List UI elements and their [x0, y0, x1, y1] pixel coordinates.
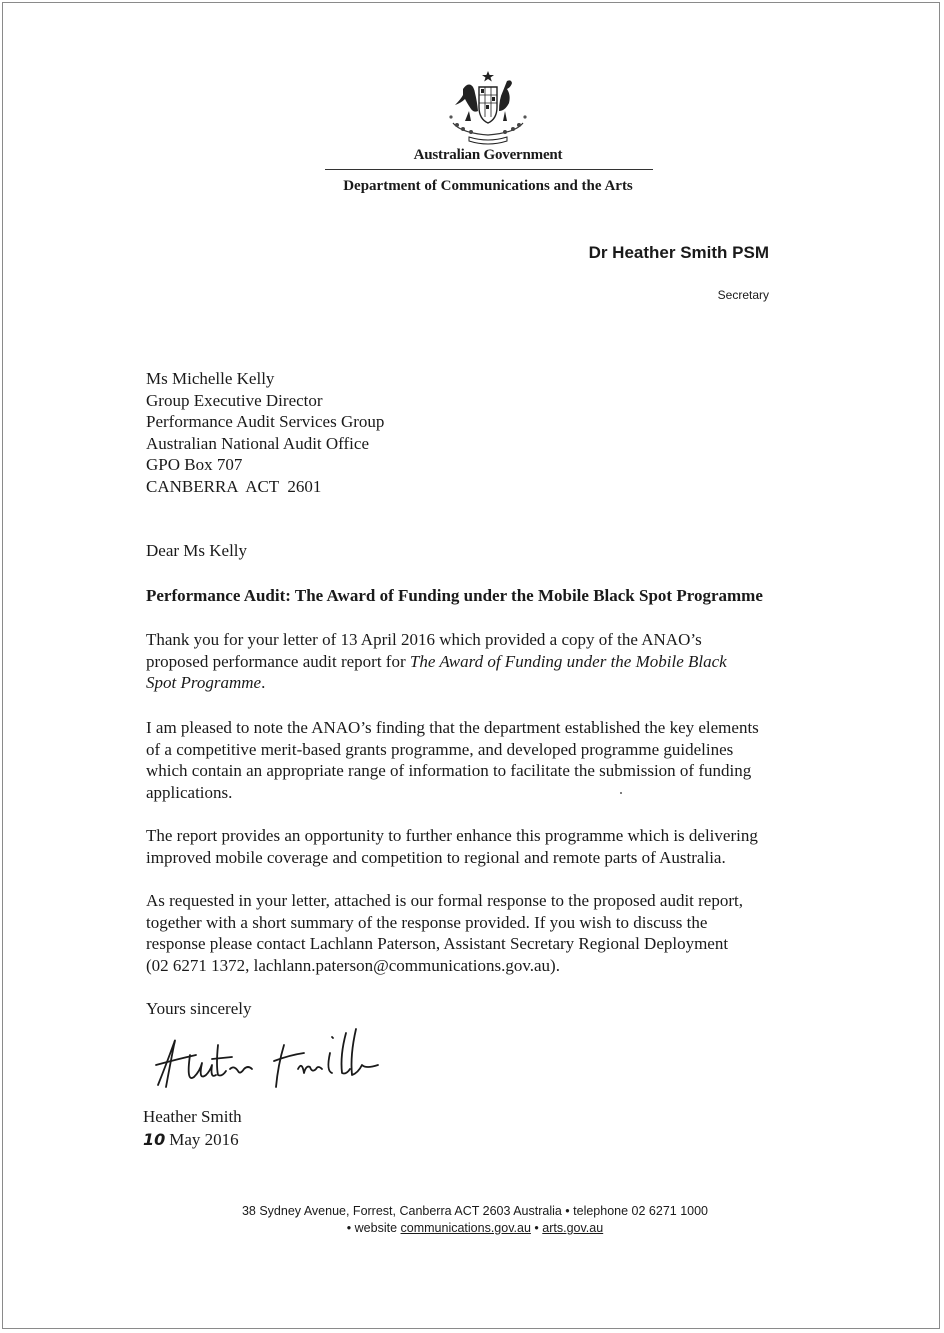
signatory-name: Dr Heather Smith PSM [588, 243, 769, 262]
footer-separator: • [534, 1221, 539, 1235]
paragraph-1 [146, 629, 846, 694]
handwritten-day: 10 [143, 1130, 166, 1149]
paragraph-line: As requested in your letter, attached is our formal response to the proposed audit report, [146, 891, 743, 910]
letterhead-rule [325, 169, 653, 170]
paragraph-line: (02 6271 1372, lachlann.paterson@communications.gov.au). [146, 955, 560, 975]
footer-link-arts[interactable]: arts.gov.au [542, 1221, 604, 1235]
footer-websites [3, 1220, 944, 1237]
printed-month-year: May 2016 [169, 1130, 239, 1149]
paragraph-text: proposed performance audit report for [146, 651, 410, 671]
paragraph-line: response please contact Lachlann Paterson, Assistant Secretary Regional Deployment [146, 934, 729, 953]
signatory-printed-name: Heather Smith [143, 1107, 242, 1126]
paragraph-text: . [261, 673, 266, 692]
recipient-group: Performance Audit Services Group [146, 412, 385, 431]
handwritten-signature-icon [148, 1025, 388, 1097]
paragraph-3 [146, 825, 846, 868]
paragraph-line: applications. [146, 782, 233, 802]
paragraph-line: of a competitive merit-based grants programme, and developed programme guidelines [146, 739, 734, 759]
recipient-position: Group Executive Director [146, 390, 323, 410]
letter-page [2, 2, 940, 1329]
report-title: The Award of Funding under the Mobile Black [409, 651, 727, 671]
letter-footer [3, 1203, 944, 1237]
paragraph-4 [146, 890, 846, 976]
government-name: Australian Government [413, 147, 563, 163]
paragraph-line: The report provides an opportunity to further enhance this programme which is delivering [146, 826, 758, 845]
footer-website-label: • website [346, 1221, 398, 1235]
recipient-address [146, 368, 384, 497]
scan-speck [620, 792, 622, 794]
paragraph-line [146, 672, 846, 694]
footer-address: 38 Sydney Avenue, Forrest, Canberra ACT 2603 Australia • telephone 02 6271 1000 [241, 1204, 709, 1218]
report-title-cont: Spot Programme [146, 673, 262, 692]
paragraph-line [146, 651, 846, 673]
recipient-organisation: Australian National Audit Office [146, 433, 369, 453]
paragraph-line: I am pleased to note the ANAO’s finding that the department established the key elements [146, 718, 759, 737]
recipient-po-box: GPO Box 707 [146, 455, 243, 474]
department-name: Department of Communications and the Arts [343, 178, 633, 194]
paragraph-line: Thank you for your letter of 13 April 2016 which provided a copy of the ANAO’s [146, 630, 702, 649]
recipient-name: Ms Michelle Kelly [146, 369, 275, 388]
salutation: Dear Ms Kelly [146, 541, 248, 560]
paragraph-line: together with a short summary of the response provided. If you wish to discuss the [146, 912, 708, 932]
closing: Yours sincerely [146, 999, 252, 1018]
paragraph-2 [146, 717, 846, 803]
subject-line: Performance Audit: The Award of Funding under the Mobile Black Spot Programme [146, 586, 763, 605]
paragraph-line: improved mobile coverage and competition to regional and remote parts of Australia. [146, 847, 726, 867]
paragraph-line: which contain an appropriate range of information to facilitate the submission of funding [146, 761, 752, 780]
coat-of-arms-icon [441, 69, 535, 145]
recipient-city: CANBERRA ACT 2601 [146, 476, 322, 496]
letter-date [143, 1130, 239, 1150]
footer-link-communications[interactable]: communications.gov.au [400, 1221, 531, 1235]
signatory-title: Secretary [717, 288, 769, 302]
